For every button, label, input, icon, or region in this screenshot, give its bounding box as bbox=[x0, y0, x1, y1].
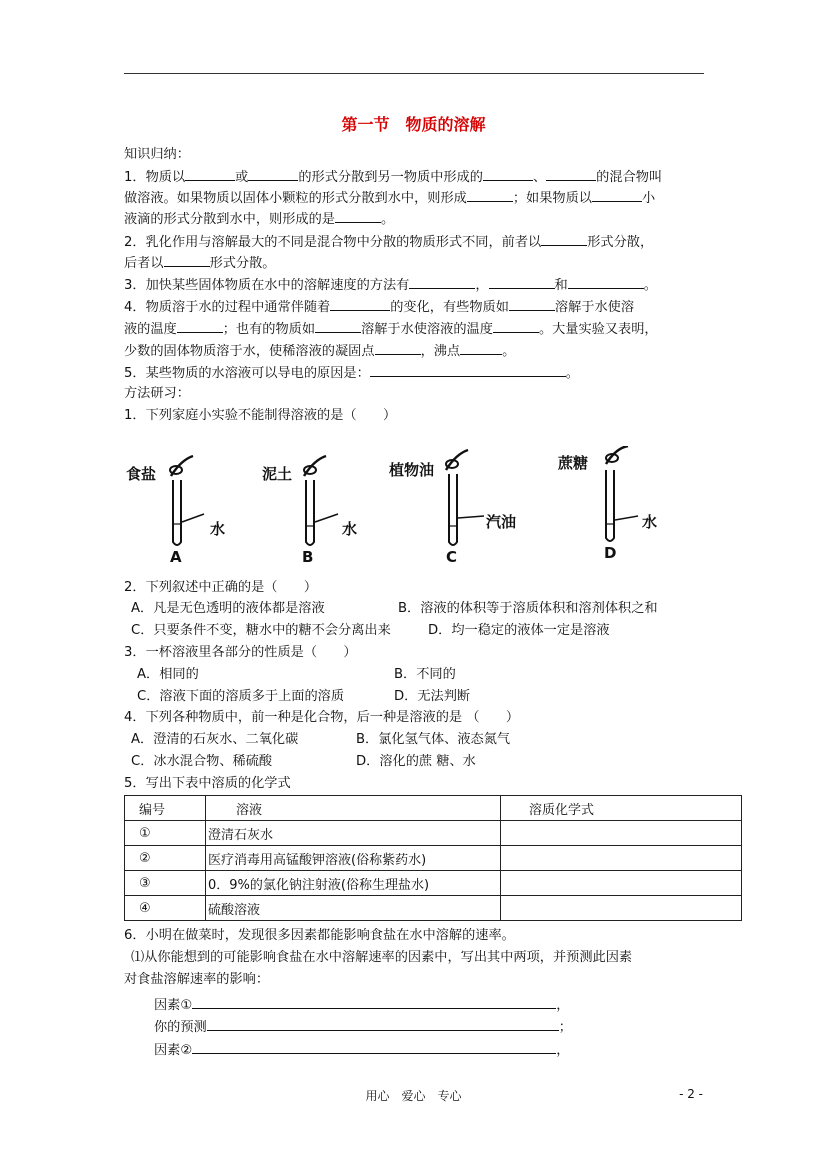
tube-c-solvent: 汽油 bbox=[486, 513, 517, 531]
header-rule bbox=[124, 73, 704, 74]
q1-line2: 做溶液。如果物质以固体小颗粒的形式分散到水中，则形成 ；如果物质以 小 bbox=[124, 187, 655, 209]
blank[interactable] bbox=[409, 274, 475, 289]
blank[interactable] bbox=[185, 166, 235, 181]
tube-c-letter: C bbox=[446, 548, 458, 566]
table-row bbox=[125, 846, 742, 871]
m6-sub2: 对食盐溶解速率的影响： bbox=[124, 972, 270, 987]
m2-question: 2．下列叙述中正确的是（ ） bbox=[124, 580, 318, 595]
tube-a bbox=[126, 456, 225, 566]
blank[interactable] bbox=[489, 274, 555, 289]
m6-factor1-line: 因素① ， bbox=[154, 994, 569, 1016]
tube-b-substance: 泥土 bbox=[262, 465, 293, 483]
m6-factor2-line: 因素② ， bbox=[154, 1039, 569, 1061]
blank[interactable] bbox=[248, 166, 298, 181]
table-row bbox=[125, 821, 742, 846]
blank[interactable] bbox=[315, 318, 361, 333]
blank[interactable] bbox=[335, 208, 381, 223]
q2-line2: 后者以 形式分散。 bbox=[124, 252, 276, 274]
blank[interactable] bbox=[460, 340, 502, 355]
blank[interactable] bbox=[592, 187, 642, 202]
m3-question: 3．一杯溶液里各部分的性质是（ ） bbox=[124, 645, 357, 660]
header-number: 编号 bbox=[125, 796, 206, 821]
m3-option-a[interactable]: A．相同的 bbox=[137, 667, 199, 682]
q1-line1: 1．物质以 或 的形式分散到另一物质中形成的 、 的混合物叫 bbox=[124, 166, 662, 188]
m2-option-a[interactable]: A．凡是无色透明的液体都是溶液 bbox=[131, 601, 325, 616]
tube-c-substance: 植物油 bbox=[389, 461, 435, 479]
blank[interactable] bbox=[330, 296, 390, 311]
blank[interactable] bbox=[192, 994, 556, 1009]
row-formula-cell[interactable] bbox=[501, 896, 742, 921]
m2-option-d[interactable]: D．均一稳定的液体一定是溶液 bbox=[428, 623, 610, 638]
m3-option-b[interactable]: B．不同的 bbox=[394, 667, 456, 682]
q4-line2: 液的温度 ；也有的物质如 溶解于水使溶液的温度 。大量实验又表明， bbox=[124, 318, 658, 340]
blank[interactable] bbox=[509, 296, 555, 311]
row-formula-cell[interactable] bbox=[501, 821, 742, 846]
tube-a-solvent: 水 bbox=[210, 520, 226, 538]
method-heading: 方法研习： bbox=[124, 386, 190, 401]
blank[interactable] bbox=[375, 340, 421, 355]
blank[interactable] bbox=[568, 274, 644, 289]
tube-b-solvent: 水 bbox=[342, 520, 358, 538]
m5-question: 5．写出下表中溶质的化学式 bbox=[124, 776, 291, 791]
m2-option-c[interactable]: C．只要条件不变，糖水中的糖不会分离出来 bbox=[131, 623, 391, 638]
blank[interactable] bbox=[483, 166, 533, 181]
row-formula-cell[interactable] bbox=[501, 871, 742, 896]
q2-line1: 2．乳化作用与溶解最大的不同是混合物中分散的物质形式不同，前者以 形式分散， bbox=[124, 231, 653, 253]
q1-line3: 液滴的形式分散到水中，则形成的是 。 bbox=[124, 208, 394, 230]
header-formula: 溶质化学式 bbox=[501, 796, 742, 821]
tube-a-letter: A bbox=[170, 548, 182, 566]
m4-question: 4．下列各种物质中，前一种是化合物，后一种是溶液的是 （ ） bbox=[124, 710, 520, 725]
m6-predict-line: 你的预测 ； bbox=[154, 1016, 572, 1038]
blank[interactable] bbox=[546, 166, 596, 181]
m4-option-c[interactable]: C．冰水混合物、稀硫酸 bbox=[131, 754, 273, 769]
tube-b-letter: B bbox=[302, 548, 314, 566]
page-number: - 2 - bbox=[679, 1087, 703, 1101]
tube-d-substance: 蔗糖 bbox=[558, 454, 589, 472]
table-header-row bbox=[125, 796, 742, 821]
tube-d-solvent: 水 bbox=[642, 513, 658, 531]
table-row bbox=[125, 896, 742, 921]
blank[interactable] bbox=[192, 1039, 556, 1054]
row-number: ④ bbox=[125, 896, 206, 921]
m6-question: 6．小明在做菜时，发现很多因素都能影响食盐在水中溶解的速率。 bbox=[124, 928, 515, 943]
q4-line1: 4．物质溶于水的过程中通常伴随着 的变化，有些物质如 溶解于水使溶 bbox=[124, 296, 634, 318]
blank[interactable] bbox=[541, 231, 587, 246]
row-formula-cell[interactable] bbox=[501, 846, 742, 871]
tube-d-letter: D bbox=[604, 544, 617, 562]
q4-line3: 少数的固体物质溶于水，使稀溶液的凝固点 ，沸点 。 bbox=[124, 340, 515, 362]
row-solution: 医疗消毒用高锰酸钾溶液(俗称紫药水) bbox=[206, 846, 501, 871]
table-row bbox=[125, 871, 742, 896]
tube-d bbox=[544, 446, 674, 574]
footer-motto: 用心 爱心 专心 bbox=[365, 1089, 462, 1103]
m2-option-b[interactable]: B．溶液的体积等于溶质体积和溶剂体积之和 bbox=[398, 601, 658, 616]
row-number: ① bbox=[125, 821, 206, 846]
m3-option-d[interactable]: D．无法判断 bbox=[394, 689, 471, 704]
tube-b bbox=[262, 456, 357, 566]
row-number: ③ bbox=[125, 871, 206, 896]
blank[interactable] bbox=[467, 187, 513, 202]
row-solution: 0．9%的氯化钠注射液(俗称生理盐水) bbox=[206, 871, 501, 896]
test-tube-diagram bbox=[124, 446, 544, 574]
blank[interactable] bbox=[164, 252, 210, 267]
row-number: ② bbox=[125, 846, 206, 871]
tube-c bbox=[389, 450, 516, 566]
page-title: 第一节 物质的溶解 bbox=[341, 115, 486, 134]
blank[interactable] bbox=[370, 362, 566, 377]
m4-option-b[interactable]: B．氯化氢气体、液态氮气 bbox=[356, 732, 511, 747]
m1-question: 1．下列家庭小实验不能制得溶液的是（ ） bbox=[124, 408, 397, 423]
blank[interactable] bbox=[493, 318, 539, 333]
m4-option-d[interactable]: D．溶化的蔗 糖、水 bbox=[356, 754, 476, 769]
m3-option-c[interactable]: C．溶液下面的溶质多于上面的溶质 bbox=[137, 689, 345, 704]
q3-line: 3．加快某些固体物质在水中的溶解速度的方法有 ， 和 。 bbox=[124, 274, 657, 296]
solute-table bbox=[124, 795, 742, 921]
m4-option-a[interactable]: A．澄清的石灰水、二氧化碳 bbox=[131, 732, 299, 747]
blank[interactable] bbox=[207, 1016, 559, 1031]
q5-line: 5．某些物质的水溶液可以导电的原因是： 。 bbox=[124, 362, 579, 384]
tube-a-substance: 食盐 bbox=[126, 465, 157, 483]
header-solution: 溶液 bbox=[206, 796, 501, 821]
row-solution: 硫酸溶液 bbox=[206, 896, 501, 921]
summary-heading: 知识归纳： bbox=[124, 147, 190, 162]
m6-sub1: ⑴从你能想到的可能影响食盐在水中溶解速率的因素中，写出其中两项，并预测此因素 bbox=[131, 950, 633, 965]
blank[interactable] bbox=[177, 318, 223, 333]
row-solution: 澄清石灰水 bbox=[206, 821, 501, 846]
